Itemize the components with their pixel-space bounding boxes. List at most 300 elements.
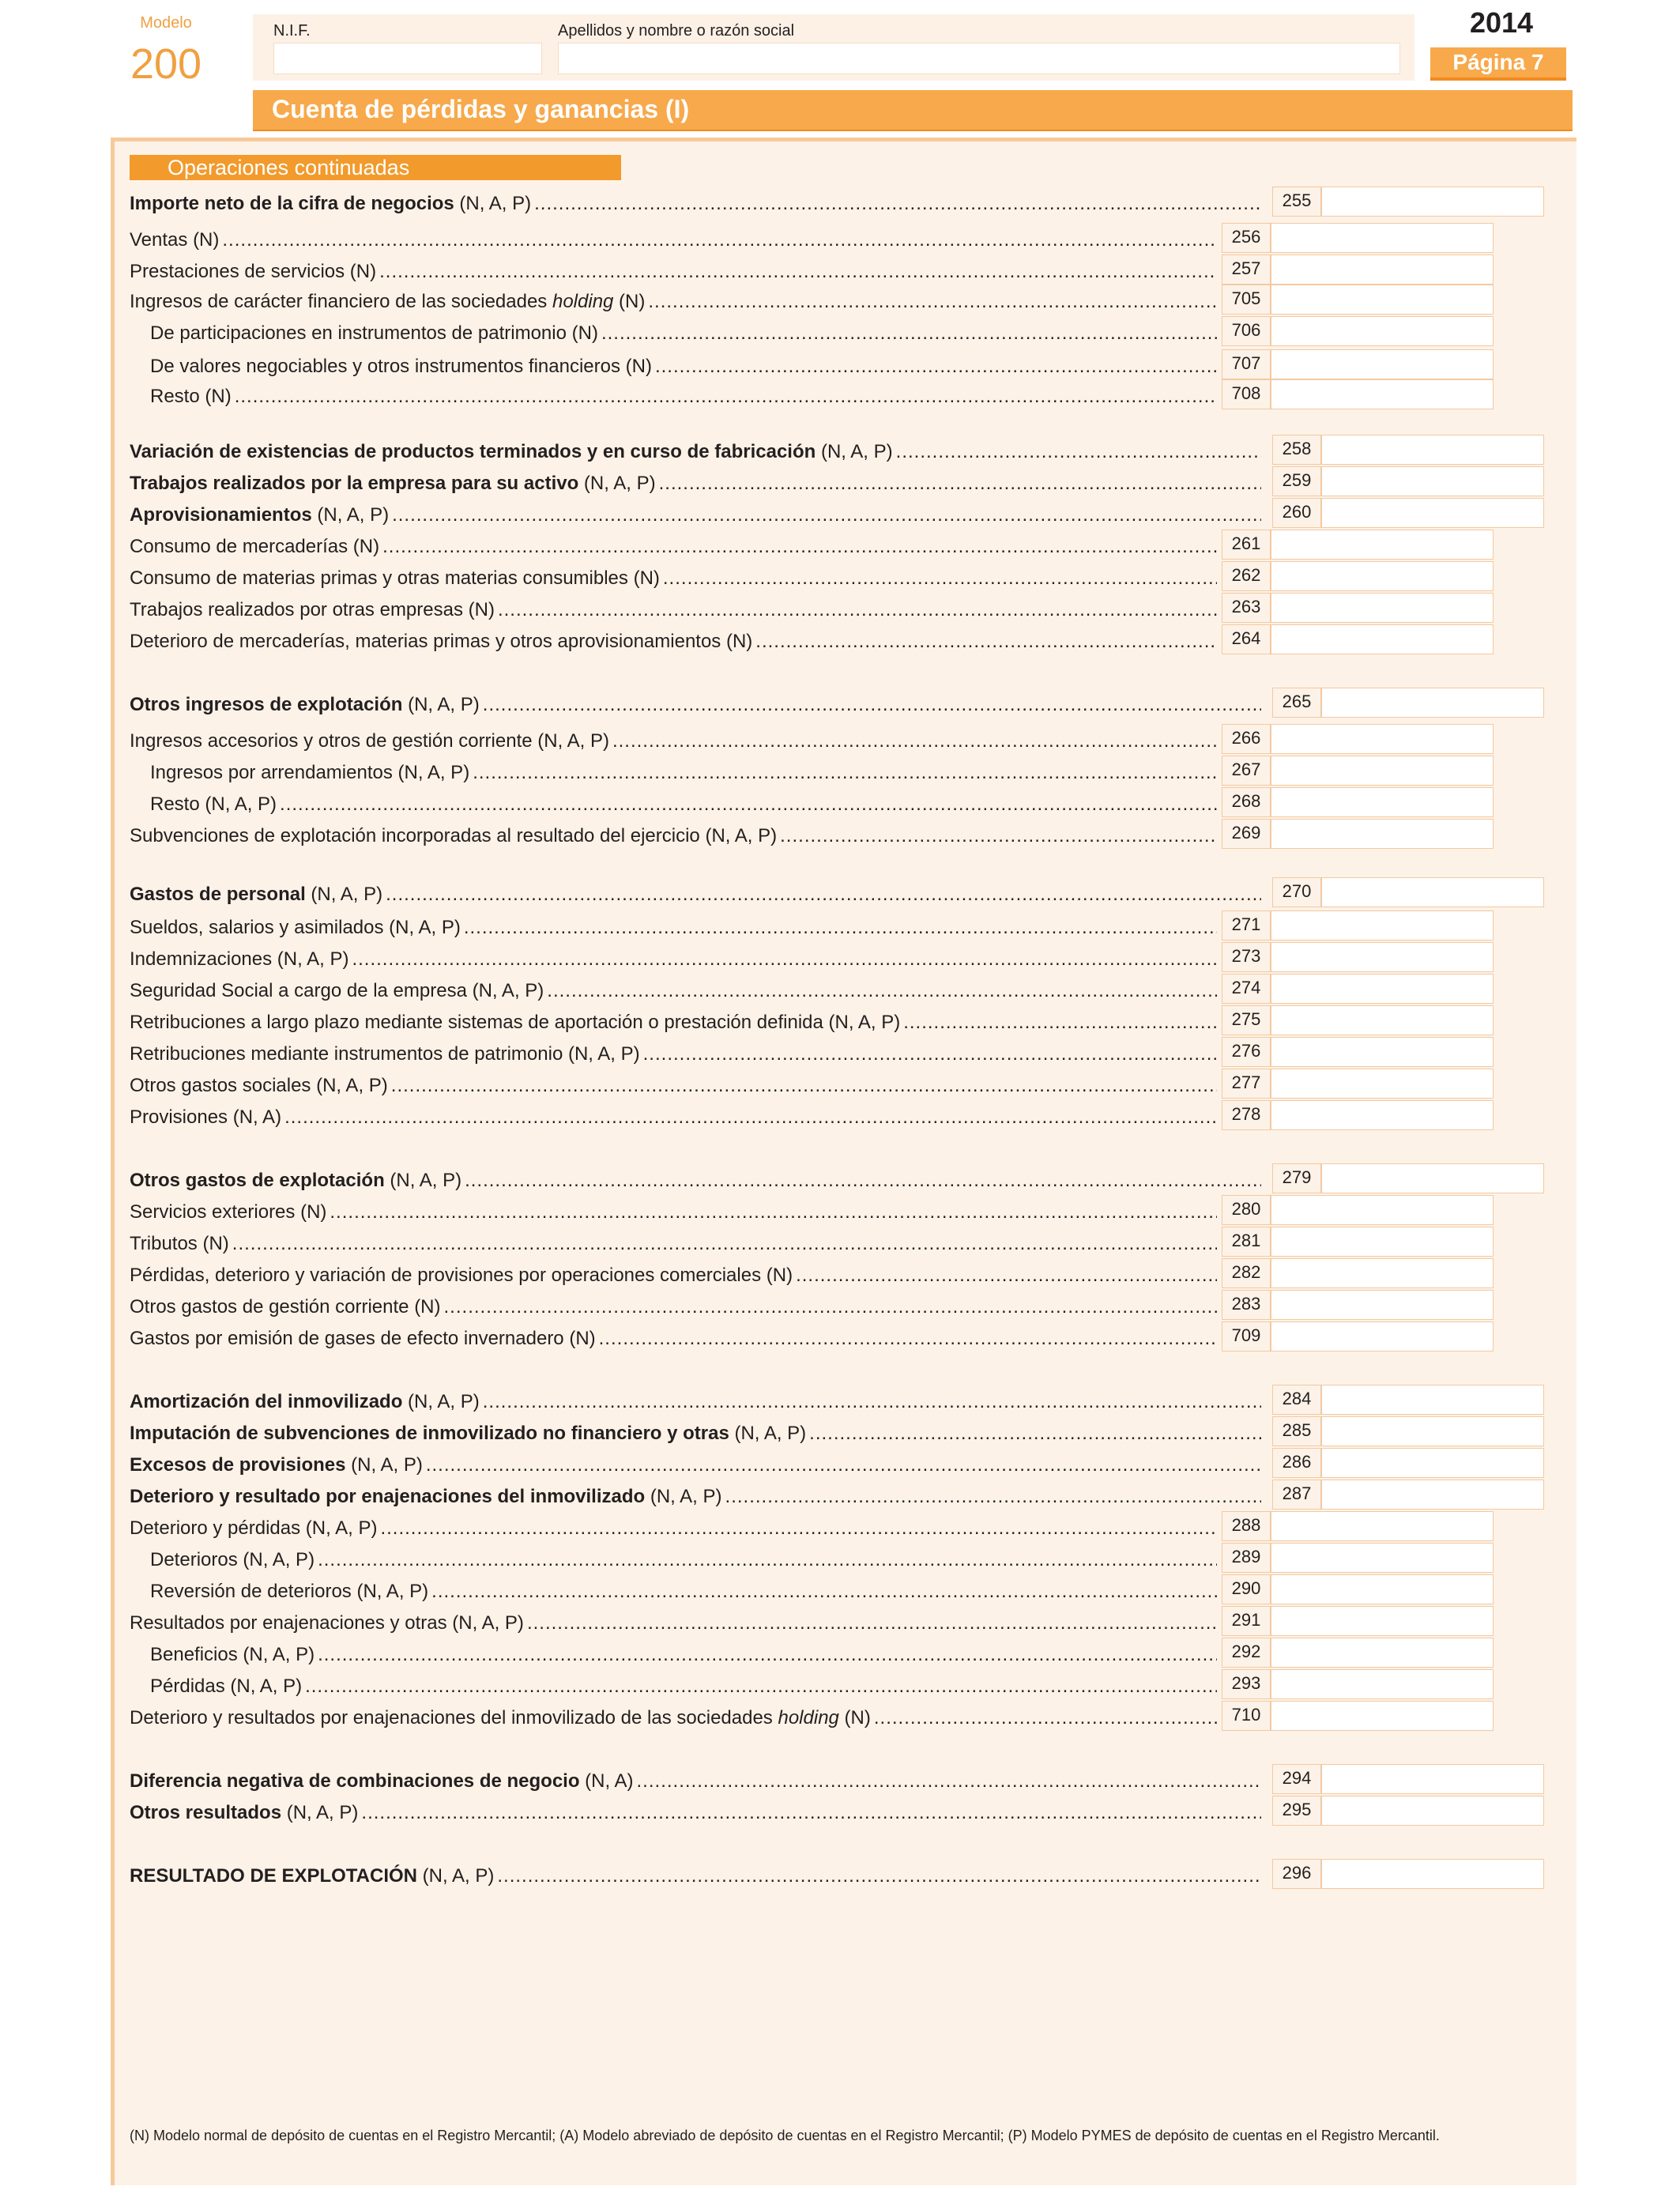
row-label xyxy=(130,1296,441,1318)
row-label xyxy=(130,1201,326,1223)
row-label xyxy=(130,1043,640,1065)
box-code: 271 xyxy=(1222,910,1271,941)
row-label-text: Resto (N) xyxy=(150,386,232,407)
row-label-models: (N, A, P) xyxy=(305,884,383,905)
row-label xyxy=(150,1644,315,1666)
leader-dots xyxy=(896,441,1261,463)
form-row xyxy=(130,822,1217,847)
row-label-bold: RESULTADO DE EXPLOTACIÓN xyxy=(130,1865,418,1887)
form-row xyxy=(150,1578,1217,1603)
leader-dots xyxy=(426,1454,1261,1476)
form-row xyxy=(130,1483,1261,1508)
box-code: 277 xyxy=(1222,1069,1271,1099)
form-row xyxy=(130,1388,1261,1413)
form-row xyxy=(130,945,1217,971)
amount-input-293[interactable] xyxy=(1271,1669,1494,1699)
row-label xyxy=(150,386,232,408)
row-label xyxy=(130,730,609,752)
leader-dots xyxy=(464,917,1217,939)
amount-input-260[interactable] xyxy=(1321,498,1544,528)
amount-input-709[interactable] xyxy=(1271,1321,1494,1351)
row-label xyxy=(130,1265,793,1287)
row-label-bold: Gastos de personal xyxy=(130,884,306,905)
amount-input-288[interactable] xyxy=(1271,1511,1494,1541)
form-row xyxy=(130,258,1217,283)
leader-dots xyxy=(497,1865,1261,1887)
box-code: 708 xyxy=(1222,379,1271,409)
box-code: 279 xyxy=(1272,1163,1321,1193)
row-label-text: Subvenciones de explotación incorporadas al resultado del ejercicio (N, A, P) xyxy=(130,825,778,846)
row-label-text: Consumo de materias primas y otras materias consumibles (N) xyxy=(130,567,660,589)
amount-input-261[interactable] xyxy=(1271,530,1494,560)
form-row xyxy=(130,288,1217,313)
form-row xyxy=(130,1704,1217,1729)
leader-dots xyxy=(643,1043,1217,1065)
form-row xyxy=(150,1546,1217,1571)
box-code: 705 xyxy=(1222,285,1271,315)
leader-dots xyxy=(612,730,1217,752)
row-label xyxy=(150,356,652,378)
amount-input-271[interactable] xyxy=(1271,910,1494,941)
amount-input-282[interactable] xyxy=(1271,1258,1494,1288)
amount-input-295[interactable] xyxy=(1321,1796,1544,1826)
box-code: 268 xyxy=(1222,787,1271,817)
amount-input-269[interactable] xyxy=(1271,819,1494,849)
box-code: 264 xyxy=(1222,624,1271,654)
row-label-models: (N, A, P) xyxy=(816,441,893,462)
row-label xyxy=(130,1012,900,1034)
box-code: 263 xyxy=(1222,593,1271,623)
row-label-text: Servicios exteriores (N) xyxy=(130,1201,327,1223)
amount-input-708[interactable] xyxy=(1271,379,1494,409)
form-row xyxy=(130,226,1217,251)
box-code: 276 xyxy=(1222,1037,1271,1067)
form-row xyxy=(130,1072,1217,1097)
row-label-text: Ingresos de carácter financiero de las sociedades xyxy=(130,291,552,312)
row-label-suffix: (N) xyxy=(838,1707,871,1728)
leader-dots xyxy=(330,1201,1217,1223)
row-label-bold: Amortización del inmovilizado xyxy=(130,1391,403,1412)
row-label xyxy=(130,1486,722,1508)
box-code: 296 xyxy=(1272,1859,1321,1889)
box-code: 269 xyxy=(1222,819,1271,849)
row-label-bold: Aprovisionamientos xyxy=(130,504,312,526)
box-code: 291 xyxy=(1222,1606,1271,1636)
row-label-italic: holding xyxy=(778,1707,839,1728)
box-code: 294 xyxy=(1272,1764,1321,1794)
leader-dots xyxy=(637,1770,1261,1793)
row-label-models: (N, A, P) xyxy=(311,504,390,526)
leader-dots xyxy=(809,1423,1261,1445)
row-label-bold: Imputación de subvenciones de inmovilizado no financiero y otras xyxy=(130,1423,729,1444)
form-row xyxy=(130,1040,1217,1065)
row-label xyxy=(130,1612,524,1634)
row-label-text: Resultados por enajenaciones y otras (N, A, P) xyxy=(130,1612,524,1634)
leader-dots xyxy=(601,322,1217,345)
leader-dots xyxy=(534,193,1261,215)
box-code: 706 xyxy=(1222,316,1271,346)
amount-input-258[interactable] xyxy=(1321,435,1544,465)
amount-input-256[interactable] xyxy=(1271,223,1494,253)
row-label xyxy=(130,473,656,495)
leader-dots xyxy=(465,1170,1261,1192)
form-row xyxy=(150,790,1217,816)
amount-input-286[interactable] xyxy=(1321,1448,1544,1478)
row-label-models: (N, A) xyxy=(579,1770,634,1792)
form-row xyxy=(130,564,1217,590)
section-tab xyxy=(130,155,621,180)
amount-input-262[interactable] xyxy=(1271,561,1494,591)
amount-input-285[interactable] xyxy=(1321,1416,1544,1446)
form-row xyxy=(130,501,1261,526)
modelo-label: Modelo xyxy=(140,14,192,32)
leader-dots xyxy=(392,504,1261,526)
amount-input-275[interactable] xyxy=(1271,1005,1494,1035)
box-code: 284 xyxy=(1272,1385,1321,1415)
amount-input-259[interactable] xyxy=(1321,466,1544,496)
amount-input-263[interactable] xyxy=(1271,593,1494,623)
amount-input-292[interactable] xyxy=(1271,1638,1494,1668)
form-row xyxy=(150,352,1217,378)
box-code: 285 xyxy=(1272,1416,1321,1446)
row-label-italic: holding xyxy=(552,291,614,312)
leader-dots xyxy=(780,825,1217,847)
leader-dots xyxy=(379,261,1217,283)
leader-dots xyxy=(663,567,1217,590)
row-label xyxy=(150,1549,315,1571)
row-label xyxy=(130,567,660,590)
row-label-bold: Excesos de provisiones xyxy=(130,1454,346,1476)
form-row xyxy=(150,319,1217,345)
leader-dots xyxy=(352,948,1217,971)
box-code: 280 xyxy=(1222,1195,1271,1225)
leader-dots xyxy=(599,1328,1217,1350)
amount-input-281[interactable] xyxy=(1271,1227,1494,1257)
row-label xyxy=(130,536,379,558)
row-label-text: Prestaciones de servicios (N) xyxy=(130,261,377,282)
leader-dots xyxy=(222,229,1217,251)
row-label xyxy=(150,322,598,345)
amount-input-276[interactable] xyxy=(1271,1037,1494,1067)
section-title: Operaciones continuadas xyxy=(168,156,410,179)
form-row xyxy=(130,1261,1217,1287)
leader-dots xyxy=(655,356,1217,378)
amount-input-290[interactable] xyxy=(1271,1574,1494,1604)
row-label-text: De valores negociables y otros instrumentos financieros (N) xyxy=(150,356,652,377)
box-code: 709 xyxy=(1222,1321,1271,1351)
form-row xyxy=(130,1862,1261,1887)
box-code: 288 xyxy=(1222,1511,1271,1541)
row-label xyxy=(130,291,645,313)
box-code: 265 xyxy=(1272,688,1321,718)
leader-dots xyxy=(755,631,1217,653)
box-code: 287 xyxy=(1272,1480,1321,1510)
row-label-text: Beneficios (N, A, P) xyxy=(150,1644,315,1665)
amount-input-287[interactable] xyxy=(1321,1480,1544,1510)
page-badge: Página 7 xyxy=(1430,47,1566,81)
row-label-text: Otros gastos de gestión corriente (N) xyxy=(130,1296,441,1318)
box-code: 259 xyxy=(1272,466,1321,496)
amount-input-706[interactable] xyxy=(1271,316,1494,346)
amount-input-283[interactable] xyxy=(1271,1290,1494,1320)
row-label-text: Seguridad Social a cargo de la empresa (N, A, P) xyxy=(130,980,544,1001)
box-code: 257 xyxy=(1222,254,1271,285)
row-label-text: Reversión de deterioros (N, A, P) xyxy=(150,1581,429,1602)
row-label-models: (N, A, P) xyxy=(281,1802,359,1823)
row-label xyxy=(130,1391,480,1413)
form-row xyxy=(130,1609,1217,1634)
row-label-models: (N, A, P) xyxy=(417,1865,495,1887)
box-code: 282 xyxy=(1222,1258,1271,1288)
form-row xyxy=(130,1419,1261,1445)
amount-input-257[interactable] xyxy=(1271,254,1494,285)
row-label-text: Retribuciones mediante instrumentos de patrimonio (N, A, P) xyxy=(130,1043,640,1065)
leader-dots xyxy=(498,599,1217,621)
form-row xyxy=(150,759,1217,784)
box-code: 261 xyxy=(1222,530,1271,560)
leader-dots xyxy=(444,1296,1217,1318)
box-code: 262 xyxy=(1222,561,1271,591)
row-label xyxy=(150,1676,302,1698)
row-label xyxy=(130,1423,806,1445)
form-row xyxy=(130,727,1217,752)
leader-dots xyxy=(380,1517,1217,1540)
form-row xyxy=(130,1293,1217,1318)
amount-input-296[interactable] xyxy=(1321,1859,1544,1889)
box-code: 281 xyxy=(1222,1227,1271,1257)
leader-dots xyxy=(382,536,1217,558)
form-row xyxy=(130,1008,1217,1034)
row-label xyxy=(130,1233,229,1255)
form-row xyxy=(130,1230,1217,1255)
row-label xyxy=(130,261,376,283)
amount-input-707[interactable] xyxy=(1271,349,1494,379)
row-label-models: (N, A, P) xyxy=(729,1423,807,1444)
row-label-text: Retribuciones a largo plazo mediante sistemas de aportación o prestación definida (N, A, P) xyxy=(130,1012,901,1033)
box-code: 289 xyxy=(1222,1543,1271,1573)
amount-input-291[interactable] xyxy=(1271,1606,1494,1636)
form-row xyxy=(130,1514,1217,1540)
row-label-models: (N, A, P) xyxy=(578,473,656,494)
footnote: (N) Modelo normal de depósito de cuentas en el Registro Mercantil; (A) Modelo abreviado de depósito de cuentas en el Registro Mercantil; (P) Modelo PYMES de depósito de cuentas en el Registro Mercantil. xyxy=(130,2128,1440,2143)
leader-dots xyxy=(483,1391,1261,1413)
row-label xyxy=(130,980,544,1002)
row-label xyxy=(130,1707,871,1729)
form-row xyxy=(130,1767,1261,1793)
row-label-models: (N, A, P) xyxy=(384,1170,462,1191)
row-label xyxy=(130,1454,423,1476)
box-code: 256 xyxy=(1222,223,1271,253)
leader-dots xyxy=(483,694,1261,716)
modelo-number: 200 xyxy=(130,40,202,88)
box-code: 293 xyxy=(1222,1669,1271,1699)
row-label-text: Deterioro de mercaderías, materias primas y otros aprovisionamientos (N) xyxy=(130,631,753,652)
amount-input-705[interactable] xyxy=(1271,285,1494,315)
box-code: 255 xyxy=(1272,187,1321,217)
form-row xyxy=(130,880,1261,906)
row-label xyxy=(130,1802,358,1824)
form-row xyxy=(130,438,1261,463)
leader-dots xyxy=(391,1075,1217,1097)
form-row xyxy=(130,1799,1261,1824)
box-code: 275 xyxy=(1222,1005,1271,1035)
leader-dots xyxy=(547,980,1217,1002)
leader-dots xyxy=(725,1486,1261,1508)
row-label xyxy=(130,1106,281,1129)
row-label xyxy=(130,694,480,716)
row-label xyxy=(150,762,469,784)
amount-input-710[interactable] xyxy=(1271,1701,1494,1731)
box-code: 270 xyxy=(1272,877,1321,907)
form-row xyxy=(130,1167,1261,1192)
row-label xyxy=(130,599,495,621)
amount-input-280[interactable] xyxy=(1271,1195,1494,1225)
row-label-text: Deterioro y pérdidas (N, A, P) xyxy=(130,1517,378,1539)
row-label-models: (N, A, P) xyxy=(454,193,532,214)
leader-dots xyxy=(659,473,1261,495)
row-label-bold: Otros resultados xyxy=(130,1802,282,1823)
row-label xyxy=(130,504,389,526)
box-code: 286 xyxy=(1272,1448,1321,1478)
form-row xyxy=(130,596,1217,621)
row-label xyxy=(150,1581,428,1603)
leader-dots xyxy=(903,1012,1217,1034)
row-label-text: Indemnizaciones (N, A, P) xyxy=(130,948,349,970)
row-label-models: (N, A, P) xyxy=(402,694,480,715)
leader-dots xyxy=(527,1612,1217,1634)
leader-dots xyxy=(318,1644,1217,1666)
row-label xyxy=(130,917,461,939)
page-title-bar xyxy=(253,90,1573,131)
row-label xyxy=(130,1517,377,1540)
row-label-models: (N, A, P) xyxy=(645,1486,722,1507)
leader-dots xyxy=(648,291,1217,313)
form-row xyxy=(130,533,1217,558)
row-label-models: (N, A, P) xyxy=(345,1454,423,1476)
form-row xyxy=(130,977,1217,1002)
form-row xyxy=(130,691,1261,716)
name-input[interactable] xyxy=(558,43,1400,74)
row-label-text: Ingresos accesorios y otros de gestión corriente (N, A, P) xyxy=(130,730,609,752)
amount-input-294[interactable] xyxy=(1321,1764,1544,1794)
form-row xyxy=(130,628,1217,653)
box-code: 707 xyxy=(1222,349,1271,379)
amount-input-274[interactable] xyxy=(1271,974,1494,1004)
row-label xyxy=(130,1170,461,1192)
row-label xyxy=(130,1075,388,1097)
form-row xyxy=(130,1451,1261,1476)
row-label-suffix: (N) xyxy=(613,291,646,312)
form-row xyxy=(130,1103,1217,1129)
amount-input-278[interactable] xyxy=(1271,1100,1494,1130)
row-label xyxy=(130,229,219,251)
row-label-bold: Importe neto de la cifra de negocios xyxy=(130,193,454,214)
row-label-models: (N, A, P) xyxy=(402,1391,480,1412)
box-code: 290 xyxy=(1222,1574,1271,1604)
row-label xyxy=(130,1865,494,1887)
amount-input-273[interactable] xyxy=(1271,942,1494,972)
leader-dots xyxy=(305,1676,1217,1698)
row-label xyxy=(130,1770,634,1793)
form-row xyxy=(130,914,1217,939)
leader-dots xyxy=(431,1581,1217,1603)
amount-input-264[interactable] xyxy=(1271,624,1494,654)
box-code: 260 xyxy=(1272,498,1321,528)
nif-input[interactable] xyxy=(273,43,542,74)
row-label xyxy=(130,631,752,653)
leader-dots xyxy=(318,1549,1217,1571)
amount-input-265[interactable] xyxy=(1321,688,1544,718)
row-label xyxy=(150,794,277,816)
amount-input-270[interactable] xyxy=(1321,877,1544,907)
row-label xyxy=(130,948,348,971)
box-code: 273 xyxy=(1222,942,1271,972)
leader-dots xyxy=(361,1802,1261,1824)
row-label-text: Resto (N, A, P) xyxy=(150,794,277,815)
row-label-text: De participaciones en instrumentos de patrimonio (N) xyxy=(150,322,598,344)
page-title: Cuenta de pérdidas y ganancias (I) xyxy=(272,95,690,123)
box-code: 710 xyxy=(1222,1701,1271,1731)
row-label-text: Deterioros (N, A, P) xyxy=(150,1549,315,1570)
row-label-text: Otros gastos sociales (N, A, P) xyxy=(130,1075,388,1096)
amount-input-266[interactable] xyxy=(1271,724,1494,754)
amount-input-284[interactable] xyxy=(1321,1385,1544,1415)
form-row xyxy=(150,383,1217,408)
row-label-text: Pérdidas, deterioro y variación de provisiones por operaciones comerciales (N) xyxy=(130,1265,793,1286)
form-row xyxy=(130,1198,1217,1223)
row-label-text: Sueldos, salarios y asimilados (N, A, P) xyxy=(130,917,461,938)
nif-label: N.I.F. xyxy=(273,22,311,40)
form-row xyxy=(130,190,1261,215)
row-label xyxy=(130,441,893,463)
row-label-text: Trabajos realizados por otras empresas (N) xyxy=(130,599,495,620)
row-label-bold: Otros gastos de explotación xyxy=(130,1170,385,1191)
row-label-text: Provisiones (N, A) xyxy=(130,1106,282,1128)
amount-input-268[interactable] xyxy=(1271,787,1494,817)
row-label-text: Consumo de mercaderías (N) xyxy=(130,536,380,557)
amount-input-277[interactable] xyxy=(1271,1069,1494,1099)
box-code: 266 xyxy=(1222,724,1271,754)
row-label-text: Tributos (N) xyxy=(130,1233,229,1254)
taxpayer-header xyxy=(253,14,1414,81)
amount-input-255[interactable] xyxy=(1321,187,1544,217)
name-label: Apellidos y nombre o razón social xyxy=(558,22,795,40)
box-code: 267 xyxy=(1222,756,1271,786)
box-code: 295 xyxy=(1272,1796,1321,1826)
form-row xyxy=(130,469,1261,495)
amount-input-279[interactable] xyxy=(1321,1163,1544,1193)
box-code: 258 xyxy=(1272,435,1321,465)
row-label-bold: Variación de existencias de productos terminados y en curso de fabricación xyxy=(130,441,816,462)
leader-dots xyxy=(284,1106,1217,1129)
row-label xyxy=(130,1328,596,1350)
amount-input-289[interactable] xyxy=(1271,1543,1494,1573)
row-label-text: Deterioro y resultados por enajenaciones del inmovilizado de las sociedades xyxy=(130,1707,778,1728)
box-code: 278 xyxy=(1222,1100,1271,1130)
form-row xyxy=(130,1325,1217,1350)
box-code: 292 xyxy=(1222,1638,1271,1668)
leader-dots xyxy=(386,884,1261,906)
row-label-bold: Otros ingresos de explotación xyxy=(130,694,403,715)
row-label-text: Ingresos por arrendamientos (N, A, P) xyxy=(150,762,470,783)
leader-dots xyxy=(235,386,1217,408)
row-label-text: Ventas (N) xyxy=(130,229,220,251)
box-code: 283 xyxy=(1222,1290,1271,1320)
box-code: 274 xyxy=(1222,974,1271,1004)
form-row xyxy=(150,1641,1217,1666)
amount-input-267[interactable] xyxy=(1271,756,1494,786)
leader-dots xyxy=(796,1265,1217,1287)
